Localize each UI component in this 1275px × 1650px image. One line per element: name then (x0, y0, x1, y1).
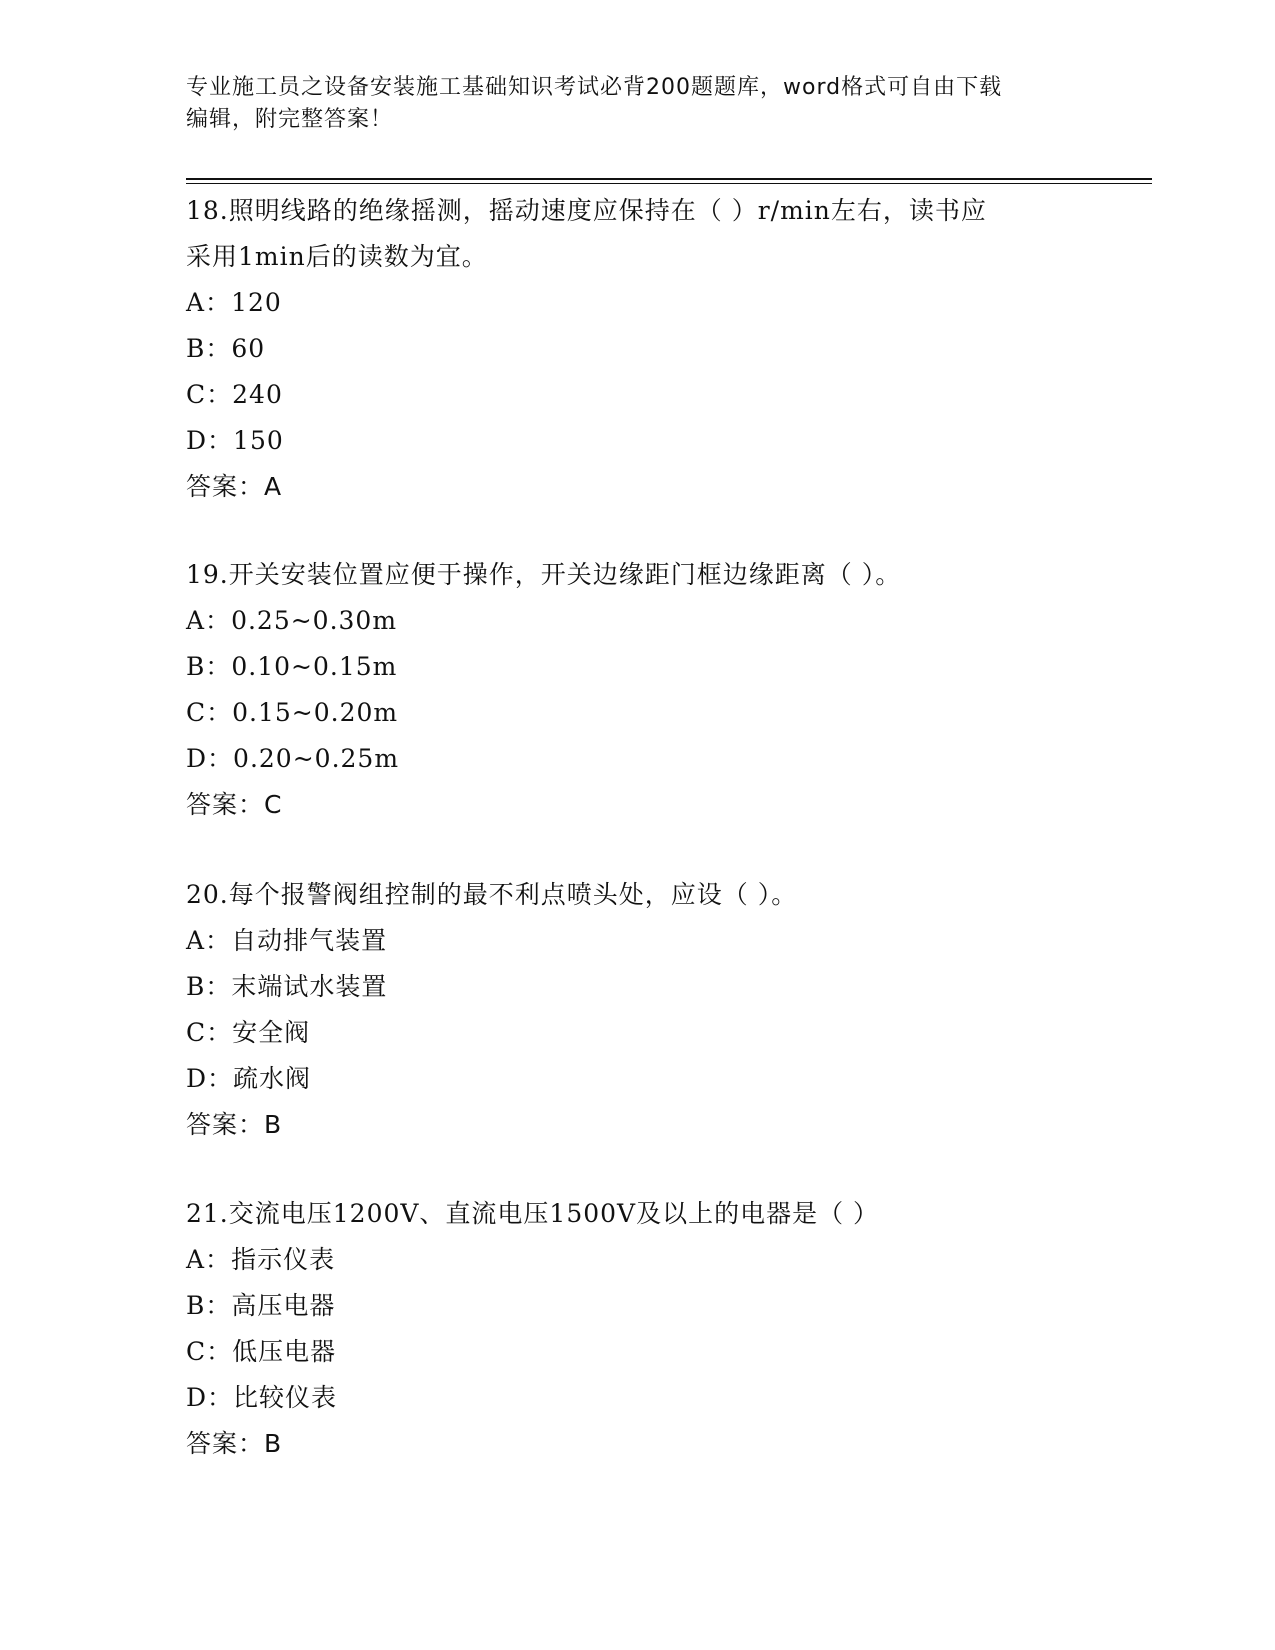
option-text: 240 (232, 380, 283, 409)
option-text: 60 (231, 334, 266, 363)
question-stem (186, 552, 1086, 598)
option-c (186, 372, 1086, 418)
option-a (186, 1237, 1086, 1283)
option-text: 150 (233, 426, 284, 455)
question-stem-line-2: 采用1min后的读数为宜。 (186, 242, 488, 271)
option-a (186, 598, 1086, 644)
option-text: 120 (231, 288, 282, 317)
option-b (186, 326, 1086, 372)
option-text: 0.15~0.20m (232, 698, 399, 727)
option-b (186, 1283, 1086, 1329)
option-b (186, 644, 1086, 690)
option-key: D： (186, 1383, 234, 1412)
question-18 (186, 188, 1086, 510)
option-d (186, 1056, 1086, 1102)
question-stem-line-1: 18.照明线路的绝缘摇测，摇动速度应保持在（ ）r/min左右，读书应 (186, 196, 987, 225)
header-divider-thin (186, 183, 1152, 184)
option-d (186, 418, 1086, 464)
question-stem (186, 872, 1086, 918)
option-b (186, 964, 1086, 1010)
option-key: D： (186, 744, 234, 773)
option-key: B： (186, 972, 232, 1001)
document-header (186, 72, 1086, 136)
option-c (186, 690, 1086, 736)
question-stem-line-1: 21.交流电压1200V、直流电压1500V及以上的电器是（ ） (186, 1199, 880, 1228)
option-key: D： (186, 426, 234, 455)
option-text: 比较仪表 (233, 1383, 338, 1412)
option-key: B： (186, 1291, 232, 1320)
option-text: 疏水阀 (233, 1064, 312, 1093)
option-key: A： (186, 288, 232, 317)
answer-line: 答案：C (186, 790, 283, 819)
option-key: A： (186, 1245, 232, 1274)
question-stem-line-1: 20.每个报警阀组控制的最不利点喷头处，应设（ ）。 (186, 880, 798, 909)
option-text: 指示仪表 (231, 1245, 336, 1274)
option-a (186, 918, 1086, 964)
header-line-2: 编辑，附完整答案！ (186, 107, 394, 132)
option-text: 末端试水装置 (231, 972, 388, 1001)
option-text: 0.25~0.30m (231, 606, 398, 635)
option-d (186, 736, 1086, 782)
header-divider-thick (186, 178, 1152, 180)
option-a (186, 280, 1086, 326)
option-text: 高压电器 (231, 1291, 336, 1320)
option-key: B： (186, 334, 232, 363)
option-key: D： (186, 1064, 234, 1093)
option-key: A： (186, 926, 232, 955)
header-line-1: 专业施工员之设备安装施工基础知识考试必背200题题库，word格式可自由下载 (186, 75, 1003, 100)
option-text: 自动排气装置 (231, 926, 388, 955)
option-c (186, 1329, 1086, 1375)
option-key: C： (186, 1337, 233, 1366)
option-key: C： (186, 698, 233, 727)
option-text: 安全阀 (232, 1018, 311, 1047)
option-d (186, 1375, 1086, 1421)
question-21 (186, 1191, 1086, 1467)
option-key: A： (186, 606, 232, 635)
answer-line: 答案：A (186, 472, 283, 501)
option-text: 0.10~0.15m (231, 652, 398, 681)
question-20 (186, 872, 1086, 1148)
question-19 (186, 552, 1086, 828)
option-text: 0.20~0.25m (233, 744, 400, 773)
option-key: C： (186, 380, 233, 409)
option-c (186, 1010, 1086, 1056)
answer-line: 答案：B (186, 1110, 283, 1139)
question-stem (186, 1191, 1086, 1237)
option-key: B： (186, 652, 232, 681)
question-stem-line-1: 19.开关安装位置应便于操作，开关边缘距门框边缘距离（ ）。 (186, 560, 902, 589)
option-text: 低压电器 (232, 1337, 337, 1366)
answer-line: 答案：B (186, 1429, 283, 1458)
question-stem (186, 188, 1086, 280)
option-key: C： (186, 1018, 233, 1047)
